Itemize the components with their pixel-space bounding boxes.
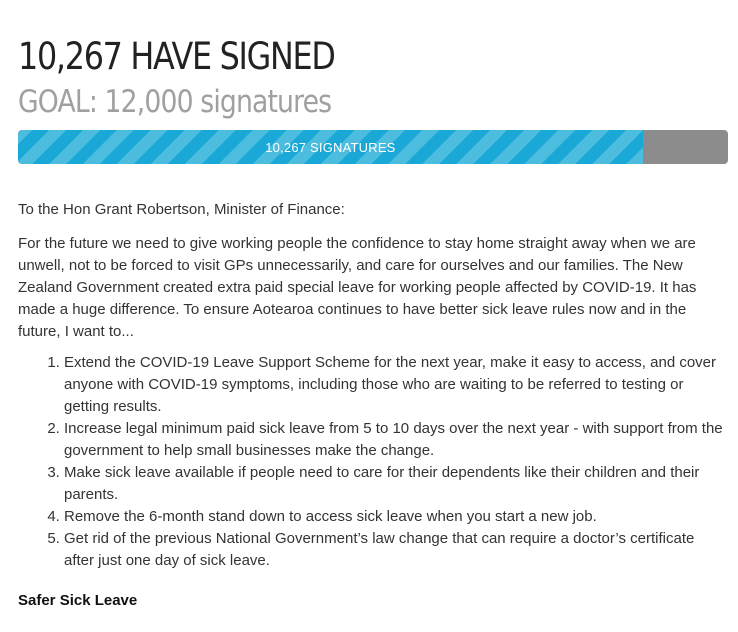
petition-intro: For the future we need to give working people the confidence to stay home straight away when we are unwell, not to be forced to visit GPs unnecessarily, and care for ourselves and our families. The New Zealand Government created extra paid special leave for working people affected by COVID-19. It has made a huge difference. To ensure Aotearoa continues to have better sick leave rules now and in the future, I want to... — [18, 235, 697, 340]
demand-item: 1. Extend the COVID-19 Leave Support Scheme for the next year, make it easy to access, and cover anyone with COVID-19 symptoms, including those who are waiting to be referred to testing or getting results. — [64, 352, 728, 418]
demand-item: 2. Increase legal minimum paid sick leave from 5 to 10 days over the next year - with support from the government to help small businesses make the change. — [64, 418, 728, 462]
progress-label: 10,267 SIGNATURES — [265, 139, 396, 155]
demands-list — [18, 352, 728, 572]
goal-heading: GOAL: 12,000 signatures — [18, 84, 332, 120]
demand-item: 3. Make sick leave available if people need to care for their dependents like their children and their parents. — [64, 462, 728, 506]
signature-progress-bar — [18, 130, 728, 164]
campaign-name: Safer Sick Leave — [18, 592, 138, 609]
signature-count-heading: 10,267 HAVE SIGNED — [18, 35, 335, 78]
petition-addressee: To the Hon Grant Robertson, Minister of Finance: — [18, 201, 345, 218]
demand-item: 5. Get rid of the previous National Government’s law change that can require a doctor’s certificate after just one day of sick leave. — [64, 528, 728, 572]
demand-item: 4. Remove the 6-month stand down to access sick leave when you start a new job. — [64, 506, 728, 528]
